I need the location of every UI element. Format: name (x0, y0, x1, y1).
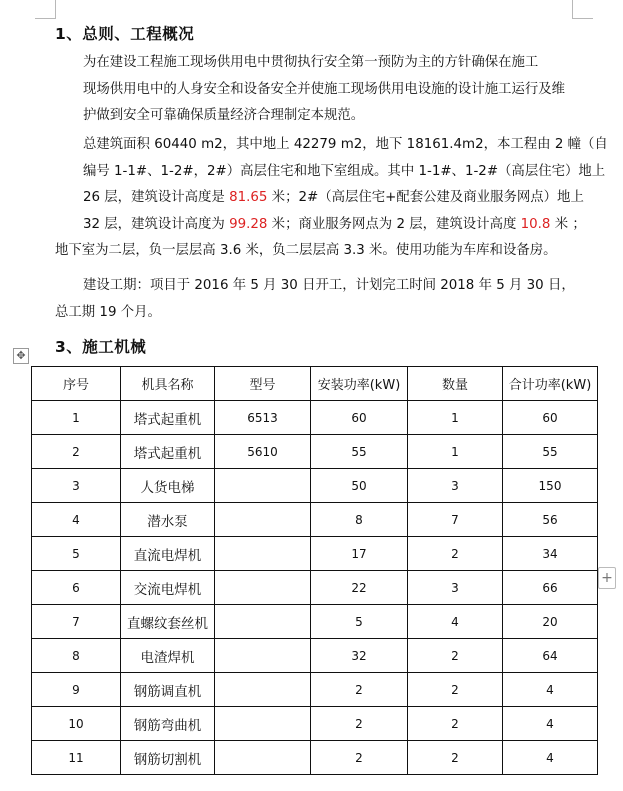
cell-index: 1 (32, 401, 121, 435)
table-row (32, 503, 598, 537)
highlighted-value: 81.65 (229, 190, 268, 205)
cell-quantity: 2 (408, 537, 503, 571)
cell-model (215, 469, 311, 503)
cell-total-power: 66 (503, 571, 598, 605)
cell-quantity: 1 (408, 401, 503, 435)
cell-quantity: 3 (408, 469, 503, 503)
header-cell-index: 序号 (32, 367, 121, 401)
header-cell-name: 机具名称 (121, 367, 215, 401)
cell-name: 塔式起重机 (121, 401, 215, 435)
text-run: 米 ； (550, 216, 586, 232)
cell-total-power: 150 (503, 469, 598, 503)
cell-model (215, 673, 311, 707)
cell-quantity: 3 (408, 571, 503, 605)
table-row (32, 605, 598, 639)
cell-name: 钢筋切割机 (121, 741, 215, 775)
text-line: 地下室为二层，负一层层高 3.6 米，负二层层高 3.3 米。使用功能为车库和设备房。 (55, 243, 557, 258)
cell-index: 8 (32, 639, 121, 673)
cell-total-power: 20 (503, 605, 598, 639)
cell-name: 电渣焊机 (121, 639, 215, 673)
cell-index: 2 (32, 435, 121, 469)
cell-quantity: 2 (408, 707, 503, 741)
cell-installed-power: 17 (311, 537, 408, 571)
section-heading-machinery: 3、施工机械 (55, 338, 147, 356)
cell-total-power: 4 (503, 707, 598, 741)
cell-installed-power: 2 (311, 673, 408, 707)
cell-name: 钢筋弯曲机 (121, 707, 215, 741)
cell-installed-power: 22 (311, 571, 408, 605)
cell-quantity: 2 (408, 673, 503, 707)
cell-installed-power: 60 (311, 401, 408, 435)
table-row (32, 741, 598, 775)
page-corner-mark-right (572, 0, 593, 19)
cell-model (215, 537, 311, 571)
table-row (32, 435, 598, 469)
text-line: 编号 1-1#、1-2#，2#）高层住宅和地下室组成。其中 1-1#、1-2#（高层住宅）地上 (83, 163, 606, 179)
cell-model (215, 571, 311, 605)
text-line: 总工期 19 个月。 (55, 304, 161, 320)
cell-total-power: 34 (503, 537, 598, 571)
cell-model (215, 639, 311, 673)
cell-index: 9 (32, 673, 121, 707)
table-move-handle-icon[interactable]: ✥ (13, 348, 29, 364)
cell-name: 塔式起重机 (121, 435, 215, 469)
cell-index: 10 (32, 707, 121, 741)
cell-quantity: 2 (408, 741, 503, 775)
cell-index: 6 (32, 571, 121, 605)
text-line: 总建筑面积 60440 m2，其中地上 42279 m2，地下 18161.4m2，本工程由 2 幢（自 (83, 137, 608, 152)
table-row (32, 401, 598, 435)
paragraph-purpose (55, 50, 577, 130)
cell-installed-power: 8 (311, 503, 408, 537)
cell-model (215, 503, 311, 537)
cell-installed-power: 2 (311, 707, 408, 741)
text-line: 建设工期：项目于 2016 年 5 月 30 日开工，计划完工时间 2018 年 5 月 30 日， (83, 278, 575, 293)
header-cell-installed-power: 安装功率(kW) (311, 367, 408, 401)
cell-total-power: 55 (503, 435, 598, 469)
cell-installed-power: 2 (311, 741, 408, 775)
text-run: 米；2#（高层住宅+配套公建及商业服务网点）地上 (267, 190, 584, 205)
cell-name: 交流电焊机 (121, 571, 215, 605)
text-run: 26 层，建筑设计高度是 (83, 190, 230, 205)
paragraph-schedule (55, 273, 577, 326)
cell-name: 潜水泵 (121, 503, 215, 537)
table-row (32, 639, 598, 673)
text-run: 米；商业服务网点为 2 层，建筑设计高度 (267, 216, 521, 232)
highlighted-value: 10.8 (520, 216, 551, 232)
header-cell-total-power: 合计功率(kW) (503, 367, 598, 401)
section-heading-overview: 1、总则、工程概况 (55, 25, 195, 43)
cell-total-power: 4 (503, 741, 598, 775)
cell-name: 人货电梯 (121, 469, 215, 503)
paragraph-building-info (55, 132, 608, 265)
cell-installed-power: 5 (311, 605, 408, 639)
cell-total-power: 60 (503, 401, 598, 435)
cell-index: 5 (32, 537, 121, 571)
cell-name: 直流电焊机 (121, 537, 215, 571)
text-run: 32 层，建筑设计高度为 (83, 216, 230, 232)
cell-quantity: 7 (408, 503, 503, 537)
cell-index: 11 (32, 741, 121, 775)
text-line: 护做到安全可靠确保质量经济合理制定本规范。 (83, 108, 365, 123)
cell-installed-power: 55 (311, 435, 408, 469)
cell-model: 6513 (215, 401, 311, 435)
text-line (55, 212, 586, 239)
table-row (32, 571, 598, 605)
cell-installed-power: 32 (311, 639, 408, 673)
cell-index: 3 (32, 469, 121, 503)
highlighted-value: 99.28 (229, 216, 268, 232)
text-line (55, 185, 584, 212)
cell-model (215, 605, 311, 639)
table-row (32, 537, 598, 571)
cell-total-power: 64 (503, 639, 598, 673)
cell-name: 直螺纹套丝机 (121, 605, 215, 639)
cell-model: 5610 (215, 435, 311, 469)
cell-index: 4 (32, 503, 121, 537)
text-line: 为在建设工程施工现场供用电中贯彻执行安全第一预防为主的方针确保在施工 (83, 55, 539, 70)
header-cell-quantity: 数量 (408, 367, 503, 401)
cell-quantity: 2 (408, 639, 503, 673)
cell-quantity: 1 (408, 435, 503, 469)
machinery-table (31, 366, 598, 775)
cell-total-power: 56 (503, 503, 598, 537)
cell-installed-power: 50 (311, 469, 408, 503)
table-row (32, 673, 598, 707)
table-header-row (32, 367, 598, 401)
cell-model (215, 707, 311, 741)
text-line: 现场供用电中的人身安全和设备安全并使施工现场供用电设施的设计施工运行及维 (83, 81, 566, 97)
table-row (32, 469, 598, 503)
cell-total-power: 4 (503, 673, 598, 707)
table-row (32, 707, 598, 741)
cell-name: 钢筋调直机 (121, 673, 215, 707)
header-cell-model: 型号 (215, 367, 311, 401)
add-column-icon[interactable]: + (598, 567, 616, 589)
cell-model (215, 741, 311, 775)
cell-index: 7 (32, 605, 121, 639)
page-corner-mark-left (35, 0, 56, 19)
cell-quantity: 4 (408, 605, 503, 639)
